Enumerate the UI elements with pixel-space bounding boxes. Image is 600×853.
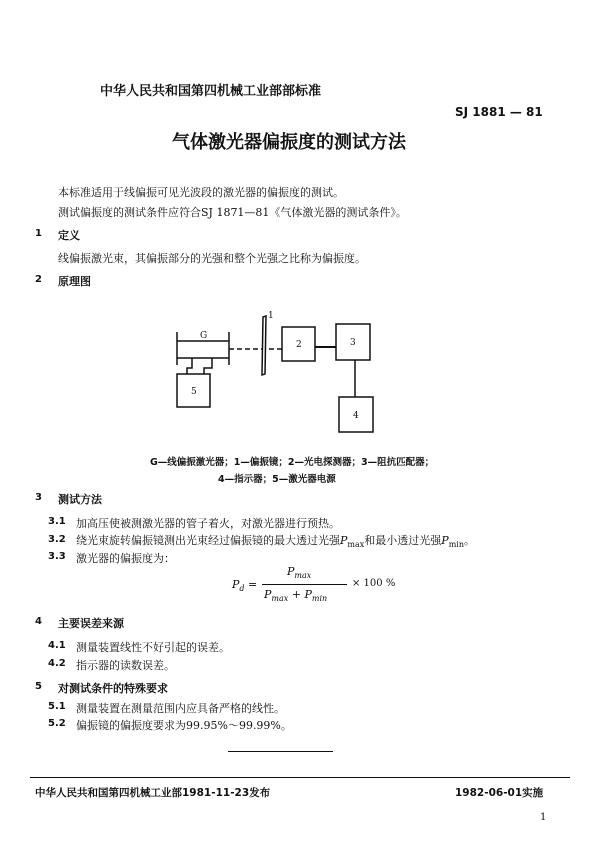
intro-line-1: 本标准适用于线偏振可见光波段的激光器的偏振度的测试。 <box>58 186 344 199</box>
paragraph: 加高压使被测激光器的管子着火，对激光器进行预热。 <box>76 517 340 530</box>
item-number: 3.1 <box>48 516 66 527</box>
paragraph: 测量装置在测量范围内应具备严格的线性。 <box>76 702 285 715</box>
section-number: 2 <box>35 274 42 285</box>
item-number: 5.2 <box>48 718 66 729</box>
paragraph: 测量装置线性不好引起的误差。 <box>76 641 230 654</box>
section-heading: 原理图 <box>58 275 91 288</box>
section-heading: 对测试条件的特殊要求 <box>58 682 168 695</box>
paragraph: 偏振镜的偏振度要求为99.95%～99.99%。 <box>76 719 292 732</box>
section-number: 1 <box>35 228 42 239</box>
document-page: 中华人民共和国第四机械工业部部标准 SJ 1881 — 81 气体激光器偏振度的测试方法 本标准适用于线偏振可见光波段的激光器的偏振度的测试。 测试偏振度的测试条件应符合SJ 1871—81《气体激光器的测试条件》。 1 定义 线偏振激光束，其偏振部分的光强和整个光强之比称为偏振度。 2 原理图 G 1 2 3 4 5 G—线偏振激光器；1—偏振镜；2—光电探测器；3—阻抗匹配器； 4—指示器；5—激光器电源 3 测试方法 3.1 加高压使被测激光器的管子着火，对激光器进行预热。 3.2 绕光束旋转偏振镜测出光束经过偏振镜的最大透过光强$P_{max}$和最小透过光强$P_{min}$。 3.3 激光器的偏振度为： $P_d$ = $P_{max}$ $P_{max} + P_{min}$ × 100 % 4 主要误差来源 4.1 测量装置线性不好引起的误差。 4.2 指示器的读数误差。 5 对测试条件的特殊要求 5.1 测量装置在测量范围内应具备严格的线性。 5.2 偏振镜的偏振度要求为99.95%～99.99%。 中华人民共和国第四机械工业部1981-11-23发布 1982-06-01实施 1 <box>0 0 600 853</box>
label-2: 2 <box>296 340 302 350</box>
figure-caption-1: G—线偏振激光器；1—偏振镜；2—光电探测器；3—阻抗匹配器； <box>150 457 435 468</box>
standard-code: SJ 1881 — 81 <box>455 105 543 119</box>
paragraph: 指示器的读数误差。 <box>76 659 175 672</box>
intro-line-2: 测试偏振度的测试条件应符合SJ 1871—81《气体激光器的测试条件》。 <box>58 206 407 219</box>
label-5: 5 <box>191 387 197 397</box>
effective-date: 1982-06-01实施 <box>455 787 544 799</box>
section-number: 5 <box>35 681 42 692</box>
section-number: 3 <box>35 492 42 503</box>
paragraph: 绕光束旋转偏振镜测出光束经过偏振镜的最大透过光强$P_{max}$和最小透过光强$P_{min}$。 <box>76 534 475 550</box>
page-title: 气体激光器偏振度的测试方法 <box>172 132 406 153</box>
figure-caption-2: 4—指示器；5—激光器电源 <box>218 474 336 485</box>
item-number: 4.2 <box>48 658 66 669</box>
issue-date: 中华人民共和国第四机械工业部1981-11-23发布 <box>35 787 271 799</box>
polarizer-lens <box>262 316 266 375</box>
end-rule <box>228 751 333 752</box>
section-number: 4 <box>35 616 42 627</box>
section-heading: 主要误差来源 <box>58 617 124 630</box>
label-1: 1 <box>268 311 274 321</box>
page-number: 1 <box>540 812 547 823</box>
section-heading: 定义 <box>58 229 80 242</box>
paragraph: 线偏振激光束，其偏振部分的光强和整个光强之比称为偏振度。 <box>58 252 366 265</box>
item-number: 3.3 <box>48 551 66 562</box>
label-g: G <box>200 331 208 341</box>
org-standard-header: 中华人民共和国第四机械工业部部标准 <box>100 84 322 99</box>
label-3: 3 <box>350 338 356 348</box>
item-number: 5.1 <box>48 701 66 712</box>
label-4: 4 <box>353 411 359 421</box>
section-heading: 测试方法 <box>58 493 102 506</box>
item-number: 3.2 <box>48 534 66 545</box>
paragraph: 激光器的偏振度为： <box>76 552 175 565</box>
footer-rule <box>30 777 570 778</box>
item-number: 4.1 <box>48 640 66 651</box>
